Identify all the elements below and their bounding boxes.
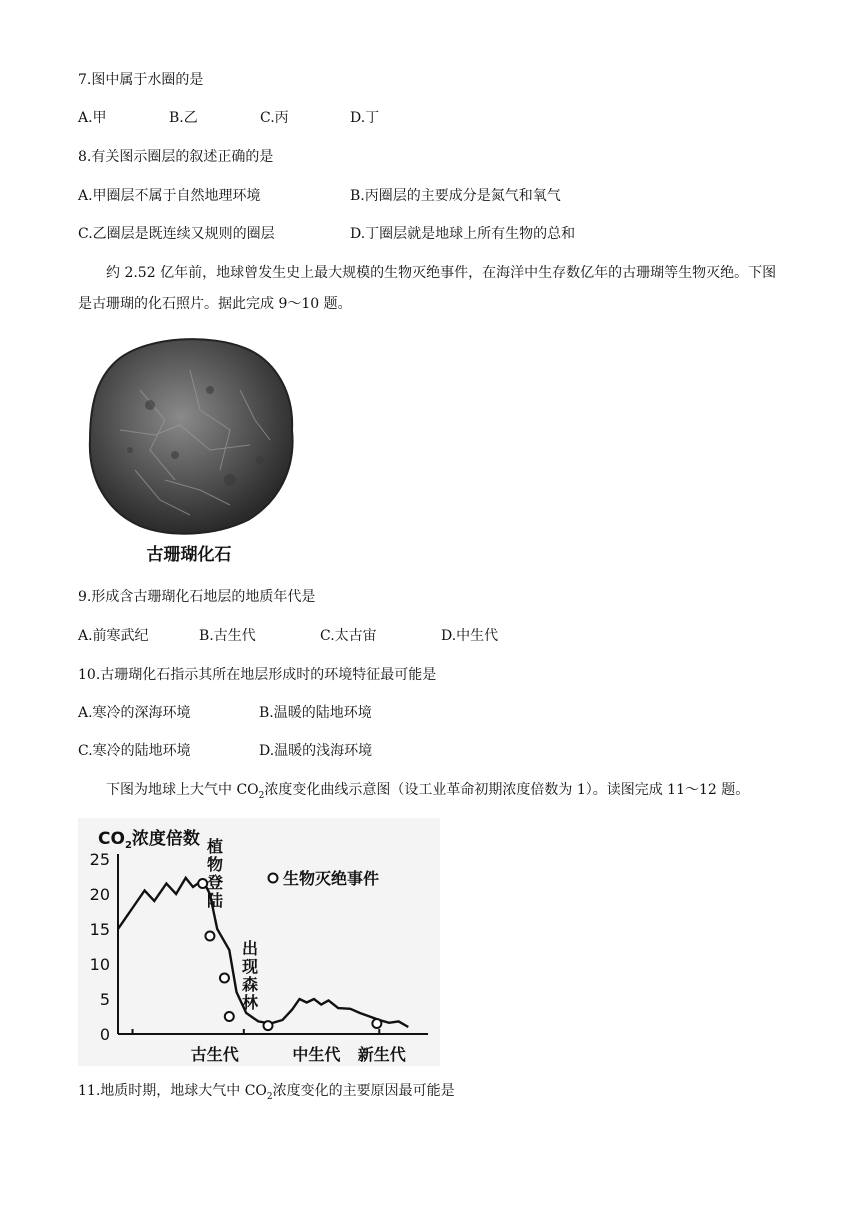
chart-ylabel: $CO_2$浓度倍数 (98, 829, 200, 851)
y-tick-label: 20 (89, 885, 110, 904)
chart-background (78, 818, 440, 1066)
q8-option-a: A.甲圈层不属于自然地理环境 (78, 188, 261, 204)
q8-option-b: B.丙圈层的主要成分是氮气和氧气 (350, 188, 561, 204)
annotation-char: 植 (206, 837, 224, 856)
y-tick-label: 10 (89, 955, 110, 974)
q10-option-c: C.寒冷的陆地环境 (78, 743, 191, 759)
q9-option-b: B.古生代 (199, 628, 256, 644)
q10-option-d: D.温暖的浅海环境 (259, 743, 373, 759)
y-tick-label: 0 (99, 1025, 110, 1044)
q8-option-d: D.丁圈层就是地球上所有生物的总和 (350, 226, 576, 242)
passage-1-text: 约 2.52 亿年前，地球曾发生史上最大规模的生物灭绝事件，在海洋中生存数亿年的古珊瑚等生物灭绝。下图是古珊瑚的化石照片。据此完成 9～10 题。 (78, 265, 777, 312)
x-category-label: 新生代 (357, 1045, 406, 1064)
q11-sub: 2 (266, 1091, 273, 1102)
annotation-char: 物 (206, 855, 224, 874)
annotation-char: 林 (241, 993, 259, 1012)
passage-2-text-a: 下图为地球上大气中 CO (106, 782, 259, 798)
q10-option-b: B.温暖的陆地环境 (259, 705, 372, 721)
fossil-caption: 古珊瑚化石 (146, 545, 232, 565)
question-7-stem: 7.图中属于水圈的是 (78, 72, 204, 88)
extinction-event-marker (372, 1019, 381, 1028)
q8-option-c: C.乙圈层是既连续又规则的圈层 (78, 226, 275, 242)
q7-option-b: B.乙 (169, 110, 198, 126)
q7-option-a: A.甲 (78, 110, 107, 126)
co2-concentration-chart (78, 818, 440, 1066)
extinction-event-marker (198, 879, 207, 888)
x-category-label: 中生代 (292, 1045, 341, 1064)
annotation-char: 陆 (206, 891, 224, 910)
question-8-stem: 8.有关图示圈层的叙述正确的是 (78, 149, 274, 165)
extinction-event-marker (220, 974, 229, 983)
annotation-forest-appears (241, 939, 259, 1012)
passage-co2-intro (106, 780, 749, 806)
q10-option-a: A.寒冷的深海环境 (78, 705, 191, 721)
extinction-event-marker (225, 1012, 234, 1021)
question-10-stem: 10.古珊瑚化石指示其所在地层形成时的环境特征最可能是 (78, 667, 437, 683)
x-category-label: 古生代 (190, 1045, 239, 1064)
question-11-stem (78, 1081, 455, 1107)
legend-marker (269, 874, 278, 883)
y-tick-label: 15 (89, 920, 110, 939)
y-tick-label: 25 (89, 850, 110, 869)
q9-option-a: A.前寒武纪 (78, 628, 149, 644)
q9-option-d: D.中生代 (441, 628, 499, 644)
legend-extinction-event: 生物灭绝事件 (283, 869, 380, 888)
coral-fossil-image (80, 330, 298, 570)
annotation-char: 森 (241, 975, 259, 994)
passage-2-text-b: 浓度变化曲线示意图（设工业革命初期浓度倍数为 1）。读图完成 11～12 题。 (264, 782, 750, 798)
coral-fossil-figure (80, 330, 298, 570)
q11-text-b: 浓度变化的主要原因最可能是 (272, 1083, 455, 1099)
annotation-char: 出 (241, 939, 259, 958)
q9-option-c: C.太古宙 (320, 628, 377, 644)
annotation-plants-land (206, 837, 223, 910)
q7-option-c: C.丙 (260, 110, 289, 126)
question-9-stem: 9.形成含古珊瑚化石地层的地质年代是 (78, 589, 316, 605)
annotation-char: 现 (241, 957, 259, 976)
passage-coral-extinction (78, 258, 790, 320)
y-tick-label: 5 (99, 990, 110, 1009)
extinction-event-marker (264, 1021, 273, 1030)
passage-2-sub: 2 (258, 790, 265, 801)
annotation-char: 登 (206, 873, 224, 892)
q7-option-d: D.丁 (350, 110, 380, 126)
q11-text-a: 11.地质时期，地球大气中 CO (78, 1083, 267, 1099)
extinction-event-marker (205, 932, 214, 941)
